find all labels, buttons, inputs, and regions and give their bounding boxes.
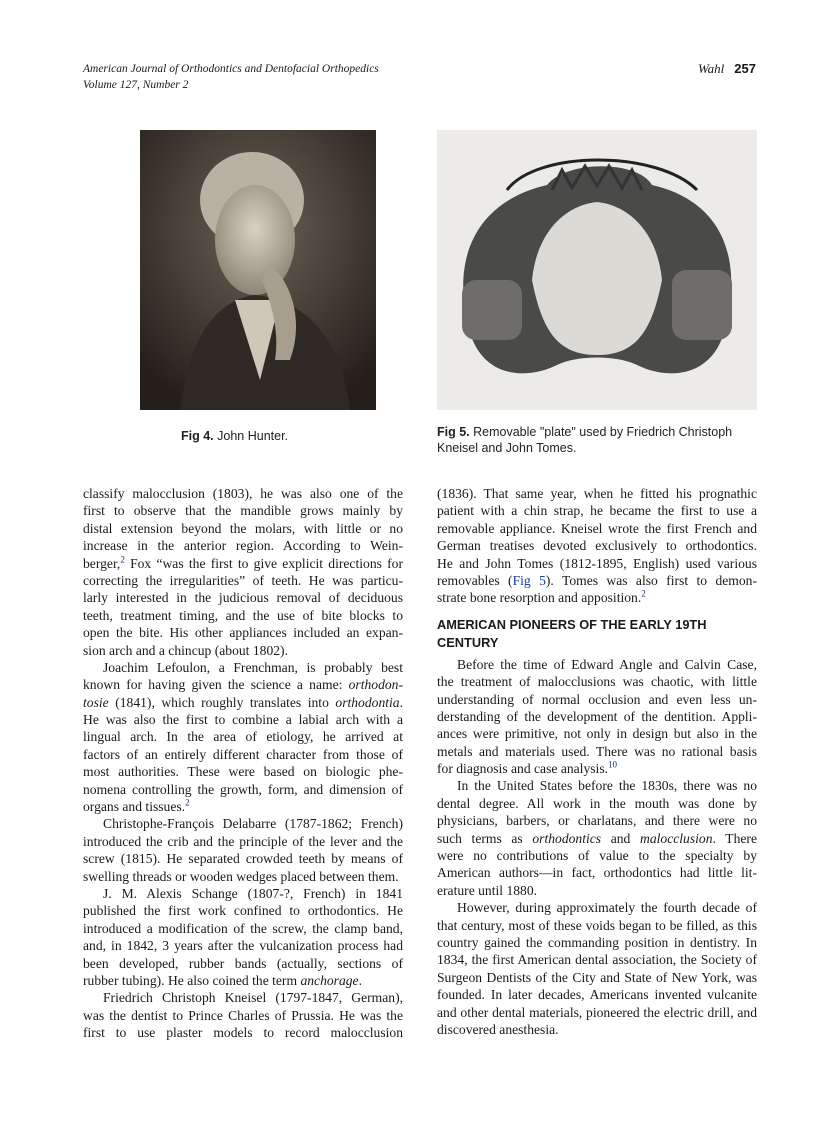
text-line: German treatises devoted exclusively to orthodontics. — [437, 538, 757, 554]
text-line: patient with a chin strap, he became the first to use a — [437, 503, 757, 519]
text-line: strate bone resorption and apposition.$^2$ — [437, 588, 646, 606]
text-line: open the bite. His other appliances included an expan- — [83, 625, 403, 641]
paragraph — [437, 656, 757, 778]
text-line: Surgeon Dentists of the City and State of New York, was — [437, 969, 757, 985]
paragraph — [83, 885, 403, 989]
text-line: rubber tubing). He also coined the term anchorage. — [83, 972, 362, 988]
text-line: J. M. Alexis Schange (1807-?, French) in 1841 — [103, 885, 403, 901]
text-line: for diagnosis and case analysis.$^{10}$ — [437, 759, 618, 777]
figure-4-text: John Hunter. — [217, 429, 289, 443]
text-line: and, in 1842, 3 years after the vulcanization process had — [83, 938, 403, 954]
text-line: swelling threads or wooden wedges placed between them. — [83, 868, 399, 884]
text-line: teeth, treatment timing, and the use of bite blocks to — [83, 607, 403, 623]
text-line: was the dentist to Prince Charles of Prussia. He was the — [83, 1007, 403, 1023]
text-line: classify malocclusion (1803), he was also one of the — [83, 486, 403, 501]
figure-reference-link[interactable]: Fig 5 — [512, 572, 546, 588]
text-line: and other dental materials, pioneered the electric drill, and — [437, 1004, 757, 1020]
reference-superscript[interactable]: 10 — [608, 759, 618, 770]
text-line: dental degree. All work in the mouth was done by — [437, 795, 757, 811]
text-line: factors of an entirely different character from those of — [83, 746, 403, 762]
text-line: first to use plaster models to record malocclusion — [83, 1025, 403, 1041]
text-line: correcting the irregularities” of teeth. He was particu- — [83, 572, 403, 588]
text-line: (1836). That same year, when he fitted his prognathic — [437, 486, 757, 501]
reference-superscript[interactable]: 2 — [120, 554, 125, 565]
text-line: lingual arch. In the area of etiology, he arrived at — [83, 729, 403, 745]
italic-term: anchorage — [300, 972, 359, 988]
text-line: distal extension beyond the molars, with little or no — [83, 520, 403, 536]
text-line: that century, most of these voids began to be filled, as this — [437, 917, 757, 933]
text-column-left — [83, 485, 403, 1042]
text-line: tosie (1841), which roughly translates into orthodontia. — [83, 694, 403, 710]
journal-volume: Volume 127, Number 2 — [83, 79, 189, 91]
text-line: Before the time of Edward Angle and Calvin Case, — [457, 656, 757, 672]
text-line: In the United States before the 1830s, there was no — [457, 778, 757, 794]
text-line: published the first work confined to orthodontics. He — [83, 903, 403, 919]
paragraph — [437, 899, 757, 1038]
text-line: physicians, barbers, or charlatans, and there were no — [437, 813, 757, 829]
paragraph — [83, 485, 403, 659]
text-line: such terms as orthodontics and malocclusion. There — [437, 830, 757, 846]
text-line: larly interested in the judicious removal of deciduous — [83, 590, 403, 606]
text-line: introduced the crib and the principle of the lever and the — [83, 833, 403, 849]
paragraph — [437, 485, 757, 607]
text-line: been developed, rubber bands (actually, sections of — [83, 955, 403, 971]
figure-5-caption — [437, 424, 767, 456]
text-line: He was also the first to combine a labial arch with a — [83, 712, 403, 728]
italic-term: malocclusion — [640, 830, 713, 846]
text-line: erature until 1880. — [437, 882, 538, 898]
italic-term: orthodontia — [335, 694, 400, 710]
text-line: He and John Tomes (1812-1895, English) used various — [437, 555, 757, 571]
figure-4-label: Fig 4. — [181, 429, 214, 443]
text-line: country gained the commanding position in dentistry. In — [437, 934, 757, 950]
italic-term: orthodontics — [532, 830, 602, 846]
paragraph — [83, 989, 403, 1041]
text-line: screw (1815). He separated crowded teeth by means of — [83, 851, 403, 867]
text-line: However, during approximately the fourth decade of — [457, 900, 757, 916]
reference-superscript[interactable]: 2 — [641, 588, 646, 599]
running-header-page — [698, 61, 756, 77]
journal-title: American Journal of Orthodontics and Dentofacial Orthopedics — [83, 63, 379, 75]
text-line: the treatment of malocclusions was chaotic, with little — [437, 674, 757, 690]
running-header-journal — [83, 61, 379, 93]
figure-john-hunter-portrait — [140, 130, 376, 410]
paragraph — [437, 777, 757, 899]
plate-drawing — [437, 130, 757, 410]
text-line: removables (Fig 5). Tomes was also first to demon- — [437, 572, 757, 588]
italic-term: orthodon- — [348, 677, 403, 693]
text-line: nomena controlling the growth, form, and dimension of — [83, 781, 403, 797]
text-line: ances were primitive, not only in design but also in the — [437, 726, 757, 742]
text-line: organs and tissues.$^2$ — [83, 797, 190, 815]
text-line: most authorities. These were based on biologic phe- — [83, 764, 403, 780]
figure-5-text-cont: Kneisel and John Tomes. — [437, 441, 577, 455]
text-line: removable appliance. Kneisel wrote the first French and — [437, 520, 757, 536]
text-line: founded. In later decades, Americans invented vulcanite — [437, 987, 757, 1003]
section-heading: AMERICAN PIONEERS OF THE EARLY 19TH CENTURY — [437, 616, 707, 650]
page-number: 257 — [734, 61, 756, 76]
text-line: discovered anesthesia. — [437, 1021, 559, 1037]
text-line: metals and materials used. There was no rational basis — [437, 743, 757, 759]
text-line: understanding of normal occlusion and even less un- — [437, 691, 757, 707]
text-line: sion arch and a chincup (about 1802). — [83, 642, 288, 658]
text-line: Joachim Lefoulon, a Frenchman, is probably best — [103, 659, 403, 675]
text-line: were no contributions of value to the specialty by — [437, 848, 757, 864]
text-line: Christophe-François Delabarre (1787-1862; French) — [103, 816, 403, 832]
figure-5-label: Fig 5. — [437, 425, 470, 439]
italic-term: tosie — [83, 694, 109, 710]
text-line: first to observe that the mandible grows mainly by — [83, 503, 403, 519]
text-line: known for having given the science a name: orthodon- — [83, 677, 403, 693]
reference-superscript[interactable]: 2 — [185, 797, 190, 808]
author-name: Wahl — [698, 61, 725, 76]
text-line: introduced a modification of the screw, the clamp band, — [83, 920, 403, 936]
text-line: American authors—in fact, orthodontics had little lit- — [437, 865, 757, 881]
text-line: derstanding of the development of the dentition. Appli- — [437, 708, 757, 724]
figure-4-caption — [181, 428, 288, 444]
text-line: berger,$^2$ Fox “was the first to give explicit directions for — [83, 554, 403, 571]
text-column-right — [437, 485, 757, 1038]
paragraph — [83, 659, 403, 816]
text-line: Friedrich Christoph Kneisel (1797-1847, German), — [103, 990, 403, 1006]
text-line: increase in the anterior region. According to Wein- — [83, 538, 403, 554]
text-line: 1834, the first American dental association, the Society of — [437, 952, 757, 968]
figure-5-text: Removable "plate" used by Friedrich Christoph — [473, 425, 733, 439]
paragraph — [83, 815, 403, 885]
figure-removable-plate — [437, 130, 757, 410]
portrait-image — [140, 130, 376, 410]
